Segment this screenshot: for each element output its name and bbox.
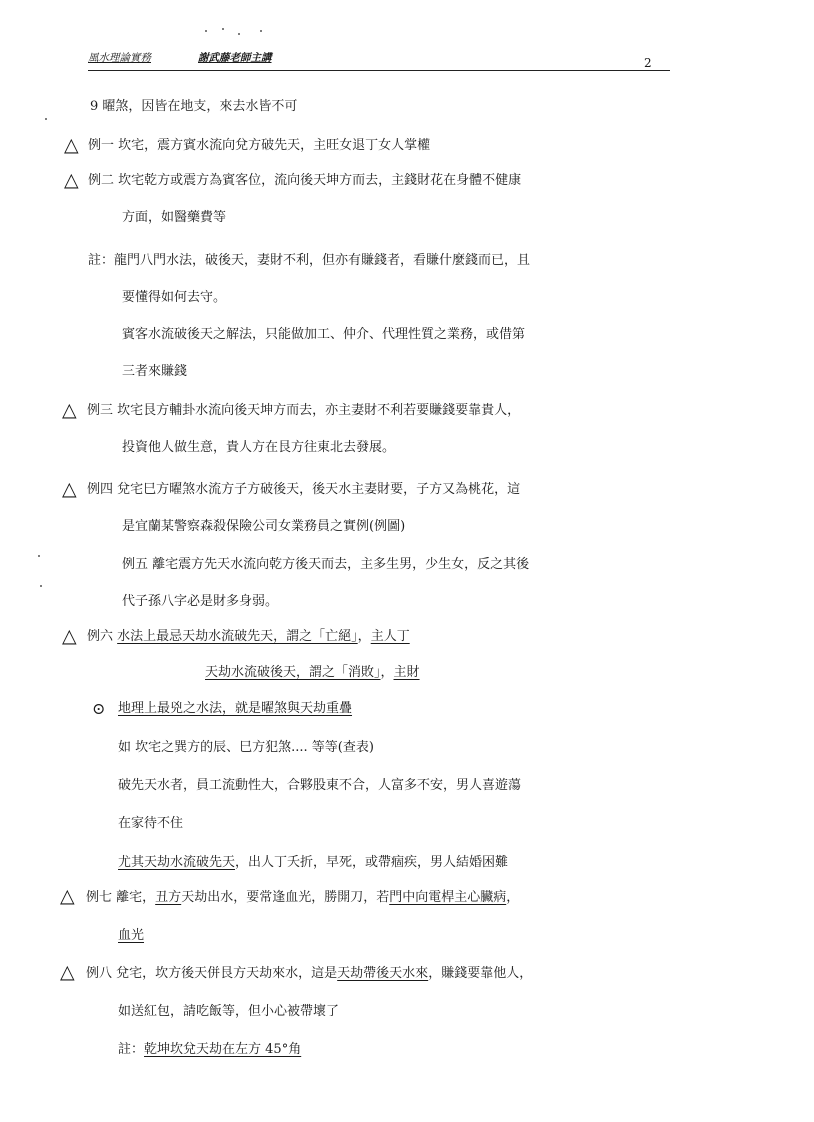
scan-speck xyxy=(45,118,47,120)
triangle-icon: △ xyxy=(62,625,77,647)
key-point-detail-1: 破先天水者，員工流動性大，合夥股東不合，人富多不安，男人喜遊蕩 xyxy=(118,778,522,793)
example-3-line-2: 投資他人做生意，貴人方在艮方往東北去發展。 xyxy=(122,440,396,455)
triangle-icon: △ xyxy=(62,399,77,421)
key-point-heading: 地理上最兇之水法，就是曜煞與天劫重疊 xyxy=(118,701,353,716)
example-7-line-1 xyxy=(86,889,519,907)
example-4-line-1: 例四 兌宅巳方曜煞水流方子方破後天，後天水主妻財要，子方又為桃花，這 xyxy=(87,482,521,497)
scan-speck xyxy=(40,585,42,587)
example-7-direction: 丑方 xyxy=(155,890,182,905)
example-7-text: 天劫出水，要常逢血光，勝開刀，若 xyxy=(181,890,390,905)
example-7-blood: 血光 xyxy=(118,928,145,943)
key-point-detail-2: 在家待不住 xyxy=(118,816,184,831)
triangle-icon: △ xyxy=(60,961,75,983)
item-9: 9 曜煞，因皆在地支，來去水皆不可 xyxy=(90,99,298,114)
example-7-line-2 xyxy=(118,927,144,945)
example-7-house: 離宅， xyxy=(116,890,156,905)
example-1: 例一 坎宅，震方賓水流向兌方破先天，主旺女退丁女人掌權 xyxy=(88,138,431,153)
scan-speck xyxy=(205,30,207,32)
header-rule xyxy=(88,70,670,71)
scan-speck xyxy=(38,555,40,557)
example-7-label: 例七 xyxy=(86,890,113,905)
example-5-line-1: 例五 離宅震方先天水流向乾方後天而去，主多生男，少生女，反之其後 xyxy=(122,557,530,572)
example-5-line-2: 代子孫八字必是財多身弱。 xyxy=(122,594,279,609)
example-6-rule-1: 水法上最忌天劫水流破先天，謂之「亡絕」 xyxy=(117,629,358,644)
note-1-line-4: 三者來賺錢 xyxy=(122,364,188,379)
triangle-icon: △ xyxy=(62,478,77,500)
note-2-label: 註： xyxy=(118,1042,145,1057)
key-point-consequence: ，出人丁夭折，早死，或帶痼疾，男人結婚困難 xyxy=(235,855,509,870)
key-point-example: 如 坎宅之巽方的辰、巳方犯煞.... 等等(查表) xyxy=(118,740,374,755)
example-4-line-2: 是宜蘭某警察森殺保險公司女業務員之實例(例圖) xyxy=(122,519,406,534)
example-3-line-1: 例三 坎宅艮方輔卦水流向後天坤方而去，亦主妻財不利若要賺錢要靠貴人， xyxy=(87,403,521,418)
example-6-effect-1: 主人丁 xyxy=(370,629,410,644)
note-1-line-2: 要懂得如何去守。 xyxy=(122,290,227,305)
example-7-end: ， xyxy=(506,890,520,905)
header-title: 風水理論實務 xyxy=(88,52,151,64)
note-1-line-3: 賓客水流破後天之解法，只能做加工、仲介、代理性質之業務，或借第 xyxy=(122,327,526,342)
example-2-line-2: 方面，如醫藥費等 xyxy=(122,210,227,225)
triangle-icon: △ xyxy=(64,134,79,156)
example-8-tail: ，賺錢要靠他人， xyxy=(428,966,533,981)
scan-speck xyxy=(222,28,224,30)
key-point-detail-3 xyxy=(118,854,508,872)
header-lecturer: 謝武藤老師主講 xyxy=(198,52,272,64)
target-icon: ⊙ xyxy=(92,699,106,718)
example-8-text: 兌宅，坎方後天併艮方天劫來水，這是 xyxy=(116,966,338,981)
example-6-line-1 xyxy=(87,628,410,646)
note-2 xyxy=(118,1041,301,1059)
example-6-rule-2: 天劫水流破後天，謂之「消敗」 xyxy=(205,665,381,680)
scan-speck xyxy=(260,30,262,32)
example-8-emphasis: 天劫帶後天水來 xyxy=(337,966,429,981)
scan-speck xyxy=(238,33,240,35)
triangle-icon: △ xyxy=(60,885,75,907)
example-6-label: 例六 xyxy=(87,629,114,644)
example-6-effect-2: 主財 xyxy=(393,665,420,680)
example-6-separator-1: ， xyxy=(357,629,371,644)
example-7-warning: 門中向電桿主心臟病 xyxy=(389,890,507,905)
example-6-separator-2: ， xyxy=(380,665,394,680)
example-8-label: 例八 xyxy=(86,966,113,981)
triangle-icon: △ xyxy=(64,169,79,191)
example-6-line-2 xyxy=(205,664,420,682)
page-number: 2 xyxy=(644,56,652,70)
example-8-line-1 xyxy=(86,965,532,983)
key-point-emphasis: 尤其天劫水流破先天 xyxy=(118,855,236,870)
note-2-text: 乾坤坎兌天劫在左方 45°角 xyxy=(144,1042,302,1057)
example-2-line-1: 例二 坎宅乾方或震方為賓客位，流向後天坤方而去，主錢財花在身體不健康 xyxy=(88,173,522,188)
note-1-line-1: 註：龍門八門水法，破後天，妻財不利，但亦有賺錢者，看賺什麼錢而已，且 xyxy=(88,253,531,268)
example-8-line-2: 如送紅包，請吃飯等，但小心被帶壞了 xyxy=(118,1004,340,1019)
key-point xyxy=(118,700,352,718)
